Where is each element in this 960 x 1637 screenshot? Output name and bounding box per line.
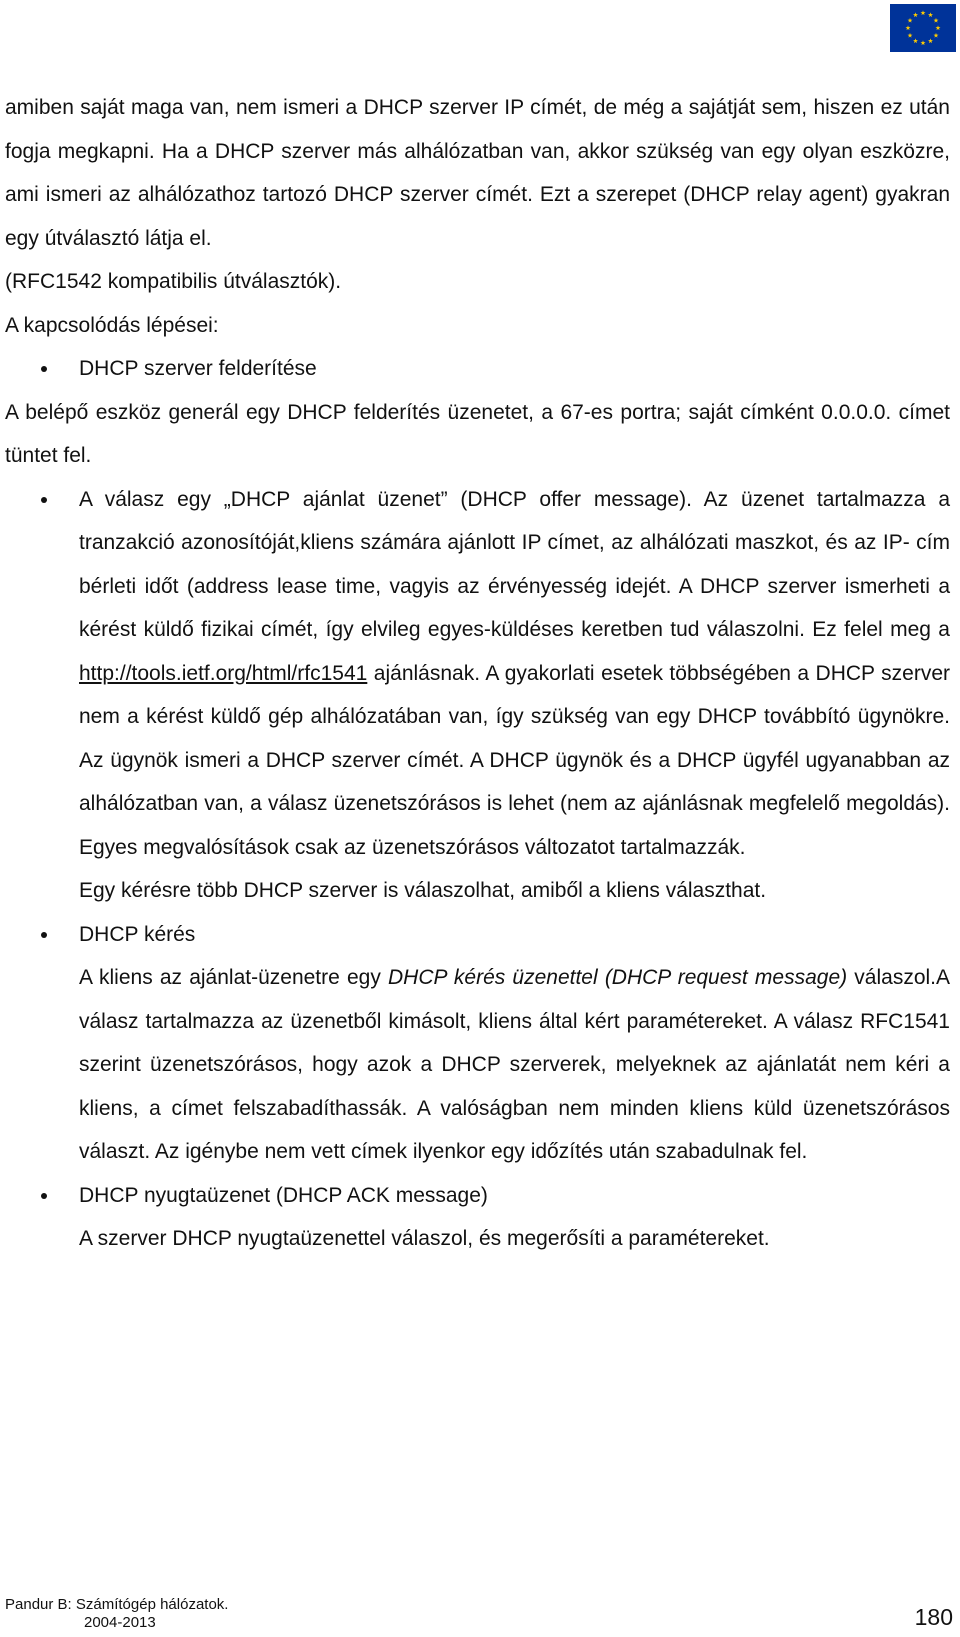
bullet-title-ack: DHCP nyugtaüzenet (DHCP ACK message) [79,1183,488,1207]
list-item [5,1174,950,1218]
rfc1541-link[interactable]: http://tools.ietf.org/html/rfc1541 [79,661,368,685]
request-text-continued: válaszol.A válasz tartalmazza az üzenetből kimásolt, kliens által kért paramétereket. A válasz RFC1541 szerint üzenetszórásos, hogy azok a DHCP szerverek, melyeknek az ajánlatát nem kéri a kliens, a címet felszabadíthassák. A valóságban nem minden kliens küld üzenetszórásos választ. Az igénybe nem vett címek ilyenkor egy időzítés után szabadulnak fel. [79,966,951,1163]
offer-text: A válasz egy „DHCP ajánlat üzenet” (DHCP offer message). Az üzenet tartalmazza a tranzakció azonosítóját,kliens számára ajánlott IP címet, az alhálózati maszkot, és az IP- cím bérleti időt (address lease time, vagyis az érvényesség idejét. A DHCP szerver ismerheti a kérést küldő fizikai címét, így elvileg egyes-küldéses keretben tud válaszolni. Ez felel meg a [79,487,950,641]
list-item [5,913,950,957]
bullet-title-discovery: DHCP szerver felderítése [79,357,317,380]
rfc-note: (RFC1542 kompatibilis útválasztók). [5,270,342,293]
request-text: A kliens az ajánlat-üzenetre egy [79,966,389,989]
list-item [5,347,950,391]
bullet-title-request: DHCP kérés [79,922,196,946]
page-body [5,86,950,1261]
page-number: 180 [914,1604,953,1630]
footer-title: Pandur B: Számítógép hálózatok. [5,1596,229,1613]
steps-heading: A kapcsolódás lépései: [5,313,219,337]
bullet-dot [41,932,47,938]
offer-note: Egy kérésre több DHCP szerver is válaszolhat, amiből a kliens választhat. [79,879,767,902]
bullet-dot [41,366,47,372]
eu-flag-icon [890,4,956,52]
offer-paragraph [79,478,950,870]
list-item [5,478,950,913]
request-text-italic: DHCP kérés üzenettel (DHCP request message) [388,966,848,989]
request-paragraph [79,956,950,1174]
bullet-dot [41,1193,47,1199]
footer-source [5,1596,305,1632]
footer-years: 2004-2013 [84,1614,156,1631]
intro-paragraph: amiben saját maga van, nem ismeri a DHCP szerver IP címét, de még a sajátját sem, hiszen ez után fogja megkapni. Ha a DHCP szerver más alhálózatban van, akkor szükség van egy olyan eszközre, ami ismeri az alhálózathoz tartozó DHCP szerver címét. Ezt a szerepet (DHCP relay agent) gyakran egy útválasztó látja el. [5,96,950,250]
ack-paragraph: A szerver DHCP nyugtaüzenettel válaszol, és megerősíti a paramétereket. [79,1227,770,1250]
offer-text-continued: ajánlásnak. A gyakorlati esetek többségében a DHCP szerver nem a kérést küldő gép alhálózatában van, így szükség van egy DHCP továbbító ügynökre. Az ügynök ismeri a DHCP szerver címét. A DHCP ügynök és a DHCP ügyfél ugyanabban az alhálózatban van, a válasz üzenetszórásos is lehet (nem az ajánlásnak megfelelő megoldás). Egyes megvalósítások csak az üzenetszórásos változatot tartalmazzák. [79,661,950,859]
bullet-dot [41,497,47,503]
discovery-paragraph: A belépő eszköz generál egy DHCP felderítés üzenetet, a 67-es portra; saját címként 0.0.0.0. címet tüntet fel. [5,400,950,467]
